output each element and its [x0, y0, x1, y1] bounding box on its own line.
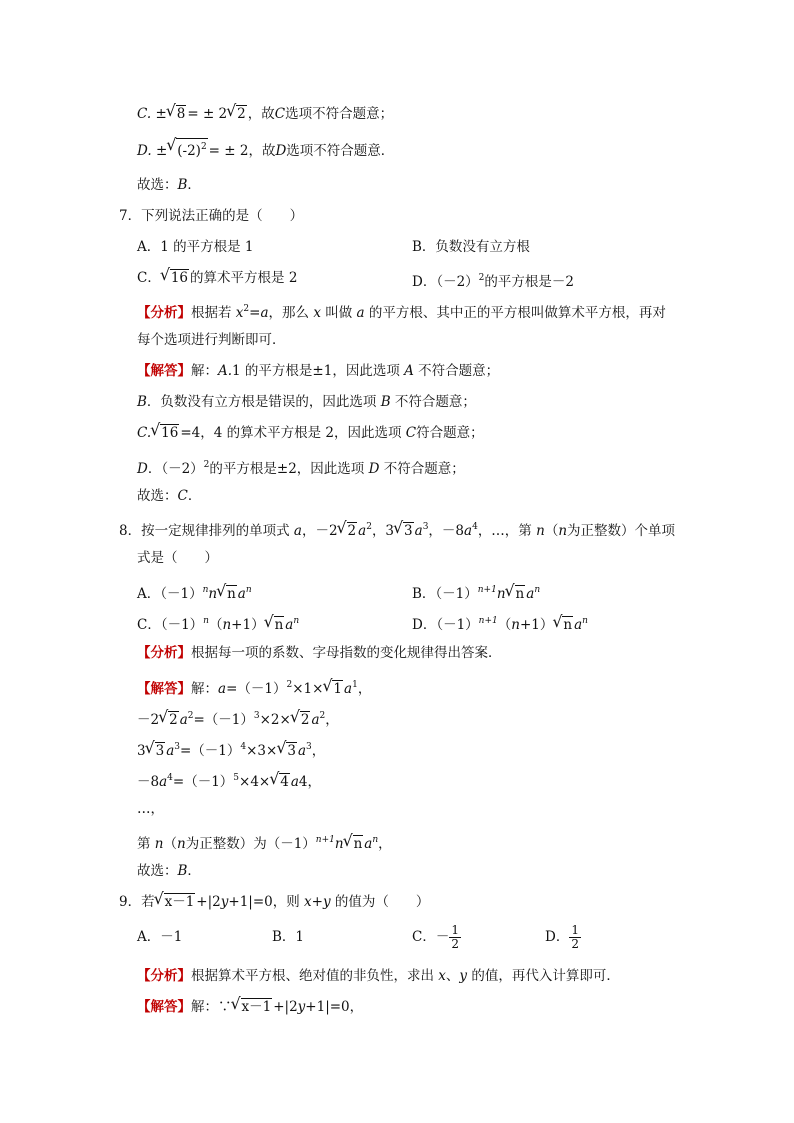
q7-analysis-line2: 每个选项进行判断即可．: [137, 332, 286, 348]
q6-option-c-line: C. ±√ 8 = ± 2√ 2 ，故C选项不符合题意；: [137, 104, 393, 124]
sqrt-symbol: √ 8: [167, 104, 187, 124]
q8-option-a: A．$(-1)^nn√$ n $a^n$: [137, 580, 252, 604]
sqrt-symbol: √ n: [265, 615, 285, 635]
q8-option-c: C．$(-1)^n(n+1)√$ n $a^n$: [137, 611, 299, 635]
q7-option-a: A．1 的平方根是 1: [137, 239, 254, 255]
q7-option-b: B．负数没有立方根: [412, 239, 530, 255]
q8-solution-general: 第 n（n为正整数）为$(-1)^{n+1}n√$ n $a^n$，: [137, 830, 392, 854]
q8-option-d: D．$(-1)^{n+1}(n+1)√$ n $a^n$: [412, 611, 588, 635]
sqrt-symbol: √ n: [506, 584, 526, 604]
sqrt-symbol: √ 2: [338, 521, 358, 541]
sqrt-symbol: √ 3: [277, 741, 297, 761]
q8-stem-line2: 式是（ ）: [137, 550, 218, 566]
q9-solution: 【解答】解：∵√ x－1 +|2y+1|=0，: [137, 997, 363, 1017]
fraction: $\frac{1}{2}$: [571, 923, 579, 951]
q9-option-b: B．1: [272, 929, 305, 945]
q7-answer: 故选：C．: [137, 488, 202, 504]
sqrt-symbol: √ n: [553, 615, 573, 635]
q9-option-c: C．－ $\frac{1}{2}$: [412, 923, 459, 951]
sqrt-symbol: √ 16: [151, 423, 179, 443]
q9-option-d: D． $\frac{1}{2}$: [545, 923, 579, 951]
q8-solution-line4: $-8a^4=(-1)^5\times 4\times√$ 4 a4，: [137, 768, 321, 792]
sqrt-symbol: √ 1: [323, 679, 343, 699]
sqrt-symbol: √ 4: [270, 772, 290, 792]
sqrt-symbol: √ 2: [159, 710, 179, 730]
sqrt-symbol: √ 3: [146, 741, 166, 761]
q8-solution-ellipsis: …，: [137, 801, 164, 817]
q7-option-d: D．$(-2)^2$的平方根是－2: [412, 273, 574, 290]
q8-answer: 故选：B．: [137, 863, 201, 879]
q6-c-label: C.: [137, 106, 152, 122]
q7-solution: 【解答】解：A.1 的平方根是±1，因此选项 A 不符合题意；: [137, 363, 500, 379]
q6-option-d-line: D. ±√ $(-2)^2$ = ± 2，故D选项不符合题意．: [137, 138, 394, 161]
sqrt-symbol: √ n: [344, 834, 364, 854]
q8-solution-line2: －2√ 2 $a^2=(-1)^3\times 2\times√$ 2 $a^2$，: [137, 706, 339, 730]
sqrt-symbol: √ n: [217, 584, 237, 604]
sqrt-symbol: √ 3: [394, 521, 414, 541]
q7-solution-c: C.√ 16 =4，4 的算术平方根是 2，因此选项 C符合题意；: [137, 423, 484, 443]
sqrt-symbol: √ 2: [227, 104, 247, 124]
q8-analysis: 【分析】根据每一项的系数、字母指数的变化规律得出答案．: [137, 645, 502, 661]
q8-solution-line1: 【解答】解：$a=(-1)^2\times 1\times√$ 1 $a^1$，: [137, 675, 371, 699]
sqrt-symbol: √ x－1: [232, 997, 273, 1017]
q6-answer: 故选：B．: [137, 177, 201, 193]
q8-stem: 8．按一定规律排列的单项式 a，－2√ 2 $a^2$，3√ 3 $a^3$，$-8a^4$，…，第 n（n为正整数）个单项: [119, 517, 675, 541]
q8-solution-line3: 3√ 3 $a^3=(-1)^4\times 3\times√$ 3 $a^3$，: [137, 737, 325, 761]
q7-stem: 7．下列说法正确的是（ ）: [119, 208, 304, 224]
sqrt-symbol: √ 16: [161, 268, 189, 288]
fraction: $\frac{1}{2}$: [451, 923, 459, 951]
q9-stem: 9．若√ x－1 +|2y+1|=0，则 x+y 的值为（ ）: [119, 892, 429, 912]
q9-option-a: A．－1: [137, 929, 183, 945]
sqrt-symbol: √ 2: [291, 710, 311, 730]
q7-solution-d: D．$(-2)^2$的平方根是±2，因此选项 D 不符合题意；: [137, 460, 465, 477]
q7-analysis: 【分析】根据若 $x^2=a$，那么 x 叫做 a 的平方根、其中正的平方根叫做算术平方根，再对: [137, 304, 666, 321]
q9-analysis: 【分析】根据算术平方根、绝对值的非负性，求出 x、y 的值，再代入计算即可．: [137, 968, 620, 984]
sqrt-symbol: √ x－1: [155, 892, 196, 912]
q7-solution-b: B．负数没有立方根是错误的，因此选项 B 不符合题意；: [137, 394, 476, 410]
q7-option-c: C．√ 16 的算术平方根是 2: [137, 268, 297, 288]
sqrt-symbol: √ $(-2)^2$: [167, 138, 207, 161]
q8-option-b: B．$(-1)^{n+1}n√$ n $a^n$: [412, 580, 540, 604]
